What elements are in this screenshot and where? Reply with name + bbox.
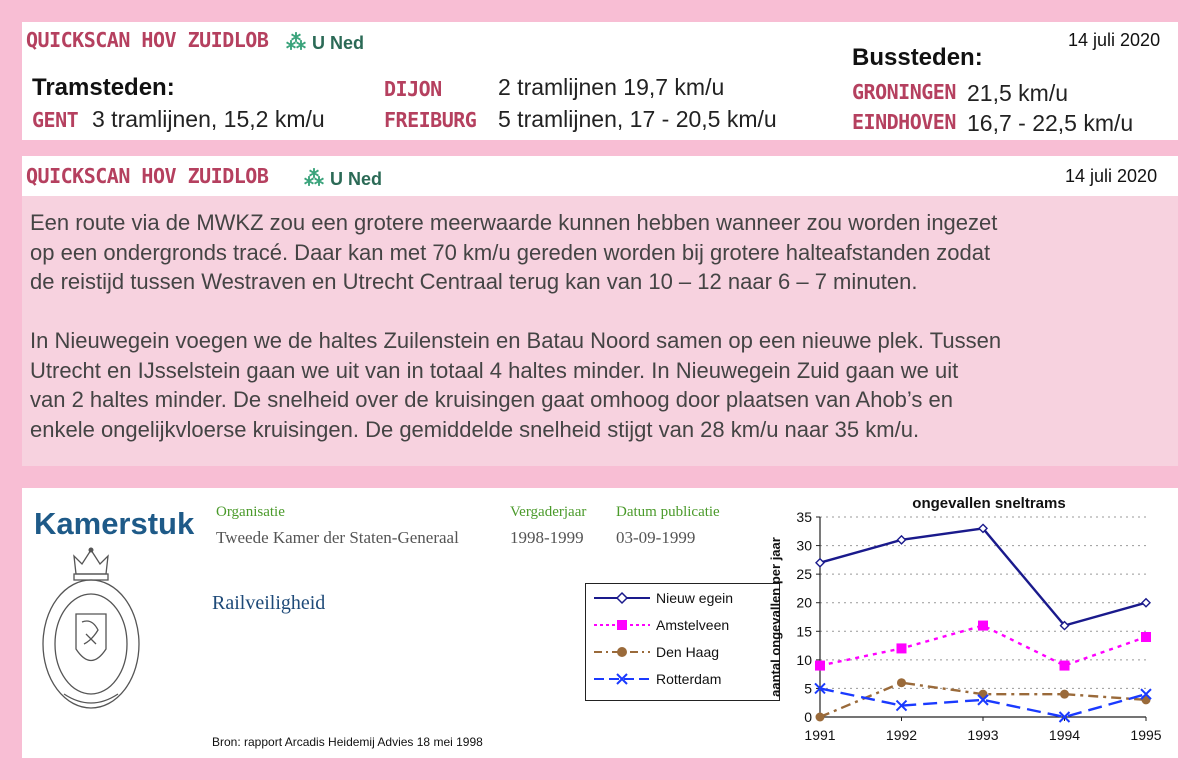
chart-legend — [585, 583, 780, 701]
legend-swatch — [592, 590, 652, 606]
brand-title: QUICKSCAN HOV ZUIDLOB — [26, 164, 269, 188]
paragraph-line: op een ondergronds tracé. Daar kan met 70 km/u gereden worden bij grotere halteafstanden zodat — [30, 239, 991, 265]
data-point — [898, 536, 906, 544]
city-name: GRONINGEN — [852, 80, 956, 104]
series-line-nieuwegein — [820, 528, 1146, 625]
y-tick-label: 35 — [796, 509, 812, 525]
data-point — [1060, 690, 1069, 699]
uned-logo — [286, 30, 364, 55]
bus-heading: Bussteden: — [852, 44, 983, 71]
data-point — [1141, 632, 1151, 642]
y-tick-label: 10 — [796, 651, 812, 668]
city-name: DIJON — [384, 77, 442, 101]
x-tick-label: 1994 — [1048, 727, 1081, 743]
data-point — [978, 621, 988, 631]
y-tick-label: 25 — [796, 566, 812, 583]
uned-logo — [304, 166, 382, 191]
legend-label: Nieuw egein — [656, 590, 734, 606]
kamerstuk-panel — [22, 488, 1178, 758]
org-value: Tweede Kamer der Staten-Generaal — [216, 528, 459, 547]
tram-heading: Tramsteden: — [32, 74, 175, 101]
brand-title: QUICKSCAN HOV ZUIDLOB — [26, 28, 269, 52]
accident-chart — [762, 488, 1178, 758]
x-tick-label: 1995 — [1130, 727, 1162, 743]
uned-logo-text: U Ned — [330, 169, 383, 189]
legend-item — [586, 588, 781, 608]
city-name: FREIBURG — [384, 108, 477, 132]
data-point — [816, 713, 825, 722]
uned-logo-icon: ⁂ — [286, 32, 306, 54]
paragraph-2 — [30, 326, 1180, 444]
tram-summary-panel — [22, 22, 1178, 140]
city-value: 2 tramlijnen 19,7 km/u — [498, 74, 725, 100]
y-tick-label: 0 — [804, 709, 812, 725]
paragraph-line: In Nieuwegein voegen we de haltes Zuilenstein en Batau Noord samen op een nieuwe plek. Tussen — [30, 328, 1002, 353]
kamer-seal-icon — [36, 544, 146, 716]
pub-label: Datum publicatie — [616, 504, 720, 520]
pub-value: 03-09-1999 — [616, 528, 696, 547]
data-point — [897, 643, 907, 653]
legend-item — [586, 615, 781, 635]
year-label: Vergaderjaar — [510, 504, 587, 520]
legend-item — [586, 669, 781, 689]
date-label: 14 juli 2020 — [1068, 30, 1161, 50]
y-tick-label: 15 — [796, 623, 812, 640]
chart-title: ongevallen sneltrams — [912, 495, 1066, 512]
org-label: Organisatie — [216, 504, 285, 520]
subject-label: Railveiligheid — [212, 592, 326, 614]
text-panel — [22, 156, 1178, 466]
paragraph-line: van 2 haltes minder. De snelheid over de kruisingen gaat omhoog door plaatsen van Ahob’s en — [30, 387, 953, 412]
data-point — [815, 661, 825, 671]
legend-item — [586, 642, 781, 662]
legend-label: Den Haag — [656, 644, 720, 660]
legend-label: Amstelveen — [656, 617, 730, 633]
city-value: 21,5 km/u — [967, 80, 1068, 106]
x-tick-label: 1992 — [885, 727, 918, 743]
city-value: 5 tramlijnen, 17 - 20,5 km/u — [498, 106, 777, 132]
kamerstuk-title: Kamerstuk — [34, 506, 195, 541]
data-point — [897, 678, 906, 687]
paragraph-line: Utrecht en IJsselstein gaan we uit van in totaal 4 haltes minder. In Nieuwegein Zuid gaan we uit — [30, 357, 959, 383]
paragraph-line: de reistijd tussen Westraven en Utrecht Centraal terug kan van 10 – 12 naar 6 – 7 minuten. — [30, 269, 918, 294]
x-tick-label: 1991 — [804, 727, 836, 743]
data-point — [816, 559, 824, 567]
legend-label: Rotterdam — [656, 671, 722, 687]
y-tick-label: 30 — [796, 537, 812, 554]
city-name: GENT — [32, 108, 79, 132]
paragraph-1 — [30, 208, 1180, 297]
paragraph-line: Een route via de MWKZ zou een grotere meerwaarde kunnen hebben wanneer zou worden ingezet — [30, 210, 998, 235]
city-name: EINDHOVEN — [852, 110, 956, 134]
city-value: 3 tramlijnen, 15,2 km/u — [92, 106, 325, 132]
paragraph-line: enkele ongelijkvloerse kruisingen. De gemiddelde snelheid stijgt van 28 km/u naar 35 km/u. — [30, 416, 920, 442]
y-tick-label: 5 — [804, 680, 812, 697]
text-panel-header — [22, 156, 1178, 196]
legend-swatch — [592, 617, 652, 633]
legend-swatch — [592, 671, 652, 687]
data-point — [1060, 661, 1070, 671]
year-value: 1998-1999 — [510, 528, 584, 547]
y-tick-label: 20 — [796, 594, 812, 611]
y-axis-label: aantal ongevallen per jaar — [768, 537, 783, 697]
source-label: Bron: rapport Arcadis Heidemij Advies 18 mei 1998 — [212, 735, 483, 749]
date-label: 14 juli 2020 — [1065, 166, 1158, 186]
city-value: 16,7 - 22,5 km/u — [967, 110, 1134, 136]
data-point — [1142, 599, 1150, 607]
legend-swatch — [592, 644, 652, 660]
uned-logo-icon: ⁂ — [304, 168, 324, 190]
x-tick-label: 1993 — [967, 727, 999, 743]
uned-logo-text: U Ned — [312, 33, 365, 53]
